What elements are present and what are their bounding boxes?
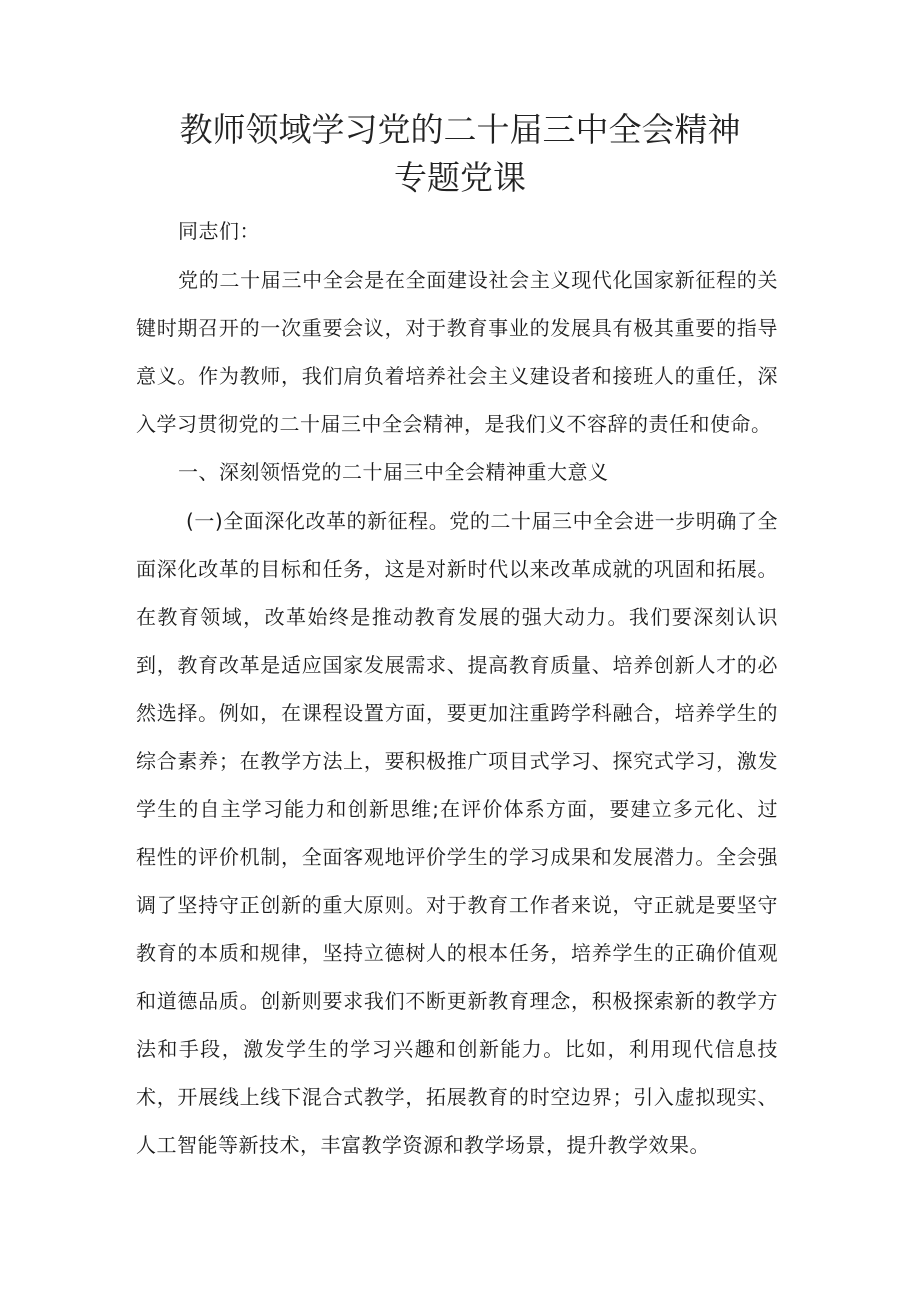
document-title-line-1: 教师领域学习党的二十届三中全会精神	[179, 110, 741, 149]
section-1-1-paragraph: (一)全面深化改革的新征程。党的二十届三中全会进一步明确了全面深化改革的目标和任务，这是对新时代以来改革成就的巩固和拓展。在教育领域，改革始终是推动教育发展的强大动力。我们要深刻认识到，教育改革是适应国家发展需求、提高教育质量、培养创新人才的必然选择。例如，在课程设置方面，要更加注重跨学科融合，培养学生的综合素养；在教学方法上，要积极推广项目式学习、探究式学习，激发学生的自主学习能力和创新思维;在评价体系方面，要建立多元化、过程性的评价机制，全面客观地评价学生的学习成果和发展潜力。全会强调了坚持守正创新的重大原则。对于教育工作者来说，守正就是要坚守教育的本质和规律，坚持立德树人的根本任务，培养学生的正确价值观和道德品质。创新则要求我们不断更新教育理念，积极探索新的教学方法和手段，激发学生的学习兴趣和创新能力。比如，利用现代信息技术，开展线上线下混合式教学，拓展教育的时空边界；引入虚拟现实、人工智能等新技术，丰富教学资源和教学场景，提升教学效果。	[136, 509, 778, 1157]
intro-paragraph: 党的二十届三中全会是在全面建设社会主义现代化国家新征程的关键时期召开的一次重要会议，对于教育事业的发展具有极其重要的指导意义。作为教师，我们肩负着培养社会主义建设者和接班人的重任，深入学习贯彻党的二十届三中全会精神，是我们义不容辞的责任和使命。	[136, 268, 778, 436]
document-title-line-2: 专题党课	[394, 158, 526, 197]
section-heading-1: 一、深刻领悟党的二十届三中全会精神重大意义	[178, 460, 609, 484]
greeting-paragraph: 同志们：	[178, 219, 260, 243]
